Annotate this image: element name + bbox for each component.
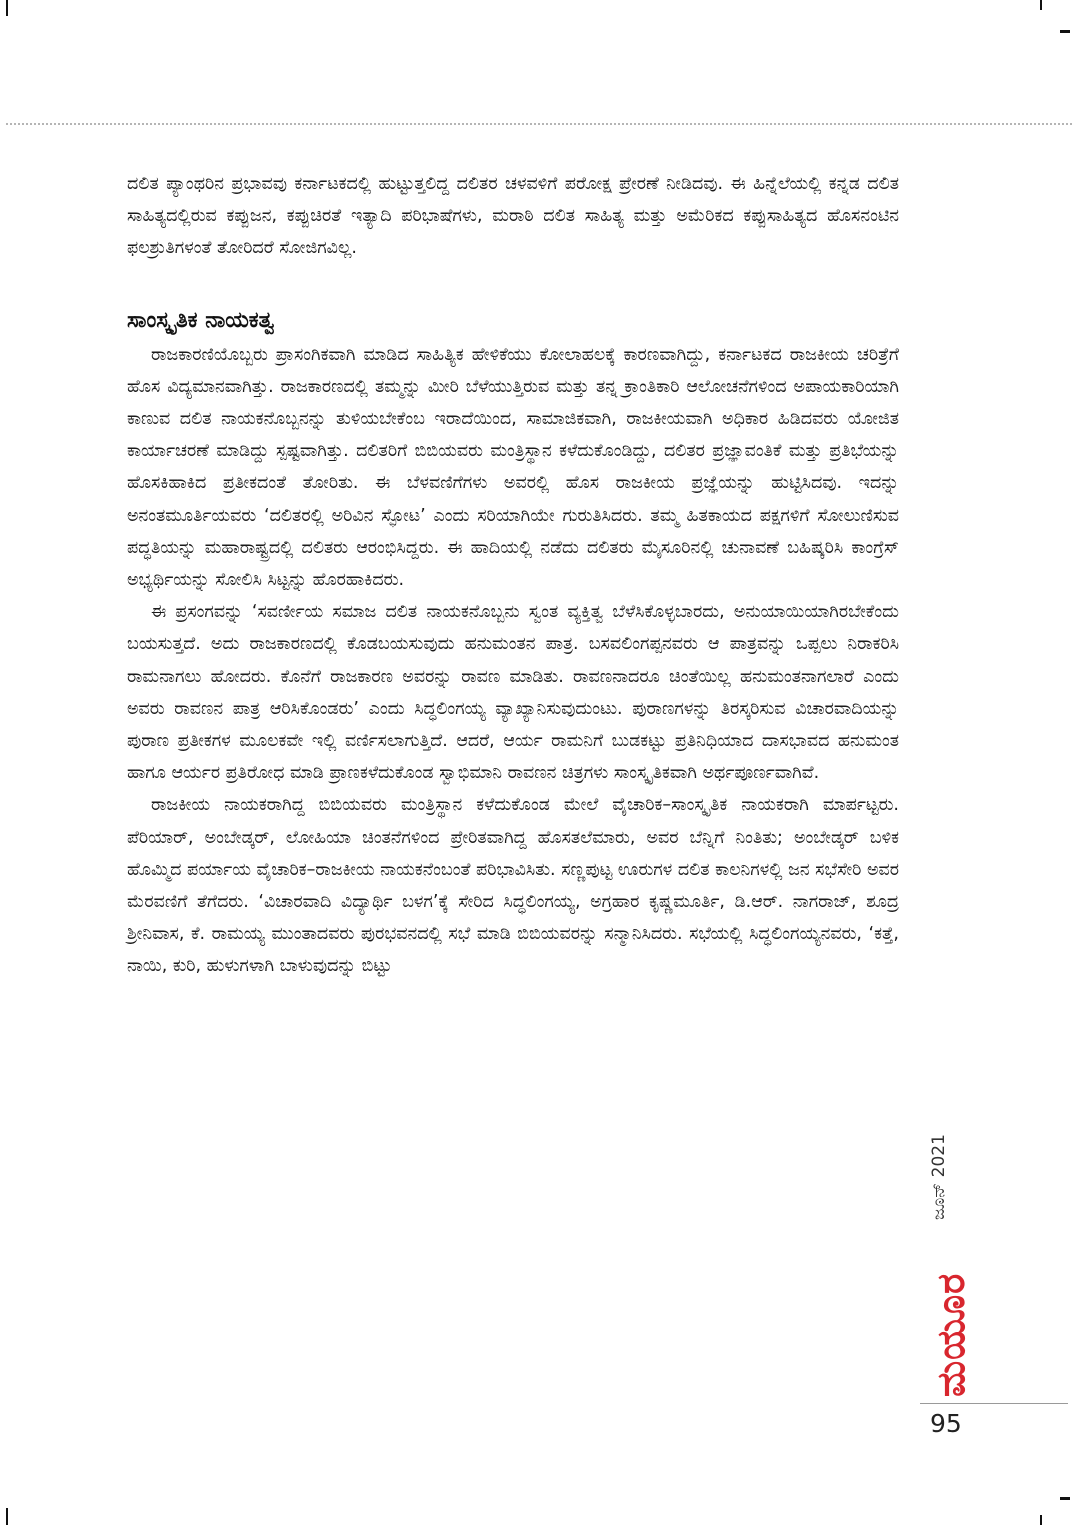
header-dotted-rule [6,123,1072,125]
section-heading: ಸಾಂಸ್ಕೃತಿಕ ನಾಯಕತ್ವ [127,307,275,333]
section-paragraph-3: ರಾಜಕೀಯ ನಾಯಕರಾಗಿದ್ದ ಬಿಬಿಯವರು ಮಂತ್ರಿಸ್ಥಾನ ಕಳೆದುಕೊಂಡ ಮೇಲೆ ವೈಚಾರಿಕ–ಸಾಂಸ್ಕೃತಿಕ ನಾಯಕರಾಗಿ ಮಾರ್ಪಟ್ಟರು. ಪೆರಿಯಾರ್, ಅಂಬೇಡ್ಕರ್, ಲೋಹಿಯಾ ಚಿಂತನೆಗಳಿಂದ ಪ್ರೇರಿತವಾಗಿದ್ದ ಹೊಸತಲೆಮಾರು, ಅವರ ಬೆನ್ನಿಗೆ ನಿಂತಿತು; ಅಂಬೇಡ್ಕರ್ ಬಳಿಕ ಹೊಮ್ಮಿದ ಪರ್ಯಾಯ ವೈಚಾರಿಕ–ರಾಜಕೀಯ ನಾಯಕನೆಂಬಂತೆ ಪರಿಭಾವಿಸಿತು. ಸಣ್ಣಪುಟ್ಟ ಊರುಗಳ ದಲಿತ ಕಾಲನಿಗಳಲ್ಲಿ ಜನ ಸಭೆಸೇರಿ ಅವರ ಮೆರವಣಿಗೆ ತೆಗೆದರು. ‘ವಿಚಾರವಾದಿ ವಿದ್ಯಾರ್ಥಿ ಬಳಗ’ಕ್ಕೆ ಸೇರಿದ ಸಿದ್ಧಲಿಂಗಯ್ಯ, ಅಗ್ರಹಾರ ಕೃಷ್ಣಮೂರ್ತಿ, ಡಿ.ಆರ್. ನಾಗರಾಜ್, ಶೂದ್ರ ಶ್ರೀನಿವಾಸ, ಕೆ. ರಾಮಯ್ಯ ಮುಂತಾದವರು ಪುರಭವನದಲ್ಲಿ ಸಭೆ ಮಾಡಿ ಬಿಬಿಯವರನ್ನು ಸನ್ಮಾನಿಸಿದರು. ಸಭೆಯಲ್ಲಿ ಸಿದ್ಧಲಿಂಗಯ್ಯನವರು, ‘ಕತ್ತೆ, ನಾಯಿ, ಕುರಿ, ಹುಳುಗಳಾಗಿ ಬಾಳುವುದನ್ನು ಬಿಟ್ಟು [127,795,899,977]
crop-mark-top-left [6,0,8,16]
crop-mark-bottom-right-horizontal [1060,1497,1070,1500]
intro-paragraph: ದಲಿತ ಪ್ಯಾಂಥರಿನ ಪ್ರಭಾವವು ಕರ್ನಾಟಕದಲ್ಲಿ ಹುಟ್ಟುತ್ತಲಿದ್ದ ದಲಿತರ ಚಳವಳಿಗೆ ಪರೋಕ್ಷ ಪ್ರೇರಣೆ ನೀಡಿದವು. ಈ ಹಿನ್ನೆಲೆಯಲ್ಲಿ ಕನ್ನಡ ದಲಿತ ಸಾಹಿತ್ಯದಲ್ಲಿರುವ ಕಪ್ಪುಜನ, ಕಪ್ಪುಚಿರತೆ ಇತ್ಯಾದಿ ಪರಿಭಾಷೆಗಳು, ಮರಾಠಿ ದಲಿತ ಸಾಹಿತ್ಯ ಮತ್ತು ಅಮೆರಿಕದ ಕಪ್ಪುಸಾಹಿತ್ಯದ ಹೊಸನಂಟಿನ ಫಲಶ್ರುತಿಗಳಂತೆ ತೋರಿದರೆ ಸೋಜಿಗವಿಲ್ಲ. [127,174,899,259]
section-paragraph-1: ರಾಜಕಾರಣಿಯೊಬ್ಬರು ಪ್ರಾಸಂಗಿಕವಾಗಿ ಮಾಡಿದ ಸಾಹಿತ್ಯಿಕ ಹೇಳಿಕೆಯು ಕೋಲಾಹಲಕ್ಕೆ ಕಾರಣವಾಗಿದ್ದು, ಕರ್ನಾಟಕದ ರಾಜಕೀಯ ಚರಿತ್ರೆಗೆ ಹೊಸ ವಿದ್ಯಮಾನವಾಗಿತ್ತು. ರಾಜಕಾರಣದಲ್ಲಿ ತಮ್ಮನ್ನು ಮೀರಿ ಬೆಳೆಯುತ್ತಿರುವ ಮತ್ತು ತನ್ನ ಕ್ರಾಂತಿಕಾರಿ ಆಲೋಚನೆಗಳಿಂದ ಅಪಾಯಕಾರಿಯಾಗಿ ಕಾಣುವ ದಲಿತ ನಾಯಕನೊಬ್ಬನನ್ನು ತುಳಿಯಬೇಕೆಂಬ ಇರಾದೆಯಿಂದ, ಸಾಮಾಜಿಕವಾಗಿ, ರಾಜಕೀಯವಾಗಿ ಅಧಿಕಾರ ಹಿಡಿದವರು ಯೋಜಿತ ಕಾರ್ಯಾಚರಣೆ ಮಾಡಿದ್ದು ಸ್ಪಷ್ಟವಾಗಿತ್ತು. ದಲಿತರಿಗೆ ಬಿಬಿಯವರು ಮಂತ್ರಿಸ್ಥಾನ ಕಳೆದುಕೊಂಡಿದ್ದು, ದಲಿತರ ಪ್ರಜ್ಞಾವಂತಿಕೆ ಮತ್ತು ಪ್ರತಿಭೆಯನ್ನು ಹೊಸಕಿಹಾಕಿದ ಪ್ರತೀಕದಂತೆ ತೋರಿತು. ಈ ಬೆಳವಣಿಗೆಗಳು ಅವರಲ್ಲಿ ಹೊಸ ರಾಜಕೀಯ ಪ್ರಜ್ಞೆಯನ್ನು ಹುಟ್ಟಿಸಿದವು. ಇದನ್ನು ಅನಂತಮೂರ್ತಿಯವರು ‘ದಲಿತರಲ್ಲಿ ಅರಿವಿನ ಸ್ಫೋಟ’ ಎಂದು ಸರಿಯಾಗಿಯೇ ಗುರುತಿಸಿದರು. ತಮ್ಮ ಹಿತಕಾಯದ ಪಕ್ಷಗಳಿಗೆ ಸೋಲುಣಿಸುವ ಪದ್ಧತಿಯನ್ನು ಮಹಾರಾಷ್ಟ್ರದಲ್ಲಿ ದಲಿತರು ಆರಂಭಿಸಿದ್ದರು. ಈ ಹಾದಿಯಲ್ಲಿ ನಡೆದು ದಲಿತರು ಮೈಸೂರಿನಲ್ಲಿ ಚುನಾವಣೆ ಬಹಿಷ್ಕರಿಸಿ ಕಾಂಗ್ರೆಸ್ ಅಭ್ಯರ್ಥಿಯನ್ನು ಸೋಲಿಸಿ ಸಿಟ್ಟನ್ನು ಹೊರಹಾಕಿದರು. [127,344,899,591]
page-number: 95 [930,1409,962,1438]
magazine-logo: ಮಯೂರ [929,1272,973,1397]
crop-mark-bottom-right-vertical [1040,1515,1042,1525]
crop-mark-top-right-vertical [1040,0,1042,10]
footer-rule [920,1403,1068,1404]
crop-mark-bottom-left [6,1508,8,1525]
article-body [127,168,899,983]
crop-mark-top-right-horizontal [1060,30,1070,33]
issue-date: ಜೂನ್ 2021 [929,1134,949,1220]
section-paragraph-2: ಈ ಪ್ರಸಂಗವನ್ನು ‘ಸವರ್ಣೀಯ ಸಮಾಜ ದಲಿತ ನಾಯಕನೊಬ್ಬನು ಸ್ವಂತ ವ್ಯಕ್ತಿತ್ವ ಬೆಳೆಸಿಕೊಳ್ಳಬಾರದು, ಅನುಯಾಯಿಯಾಗಿರಬೇಕೆಂದು ಬಯಸುತ್ತದೆ. ಅದು ರಾಜಕಾರಣದಲ್ಲಿ ಕೊಡಬಯಸುವುದು ಹನುಮಂತನ ಪಾತ್ರ. ಬಸವಲಿಂಗಪ್ಪನವರು ಆ ಪಾತ್ರವನ್ನು ಒಪ್ಪಲು ನಿರಾಕರಿಸಿ ರಾಮನಾಗಲು ಹೋದರು. ಕೊನೆಗೆ ರಾಜಕಾರಣ ಅವರನ್ನು ರಾವಣ ಮಾಡಿತು. ರಾವಣನಾದರೂ ಚಿಂತೆಯಿಲ್ಲ ಹನುಮಂತನಾಗಲಾರೆ ಎಂದು ಅವರು ರಾವಣನ ಪಾತ್ರ ಆರಿಸಿಕೊಂಡರು’ ಎಂದು ಸಿದ್ಧಲಿಂಗಯ್ಯ ವ್ಯಾಖ್ಯಾನಿಸುವುದುಂಟು. ಪುರಾಣಗಳನ್ನು ತಿರಸ್ಕರಿಸುವ ವಿಚಾರವಾದಿಯನ್ನು ಪುರಾಣ ಪ್ರತೀಕಗಳ ಮೂಲಕವೇ ಇಲ್ಲಿ ವರ್ಣಿಸಲಾಗುತ್ತಿದೆ. ಆದರೆ, ಆರ್ಯ ರಾಮನಿಗೆ ಬುಡಕಟ್ಟು ಪ್ರತಿನಿಧಿಯಾದ ದಾಸಭಾವದ ಹನುಮಂತ ಹಾಗೂ ಆರ್ಯರ ಪ್ರತಿರೋಧ ಮಾಡಿ ಪ್ರಾಣಕಳೆದುಕೊಂಡ ಸ್ವಾಭಿಮಾನಿ ರಾವಣನ ಚಿತ್ರಗಳು ಸಾಂಸ್ಕೃತಿಕವಾಗಿ ಅರ್ಥಪೂರ್ಣವಾಗಿವೆ. [127,602,899,784]
